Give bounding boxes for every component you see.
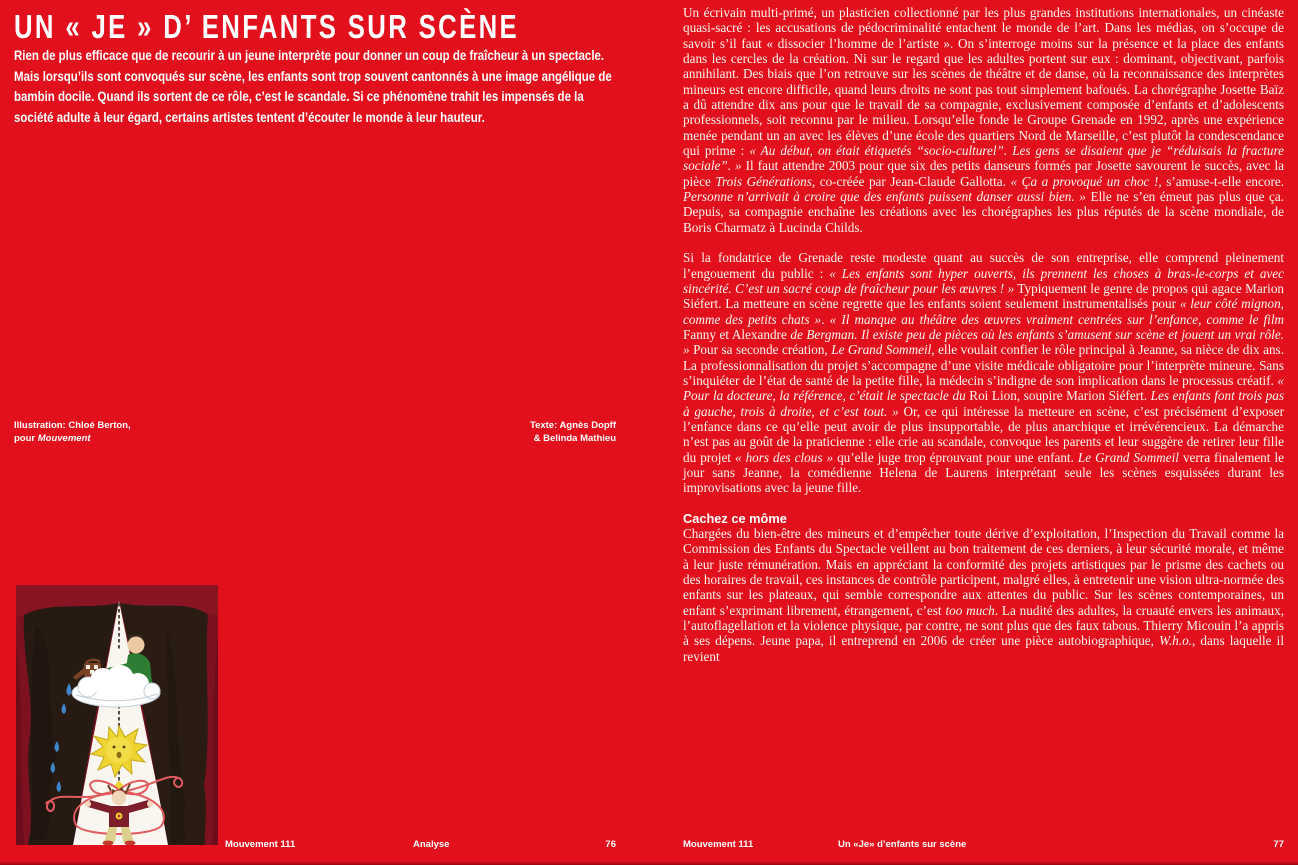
footer-right-page-number: 77 (1273, 839, 1284, 850)
footer-right-brand: Mouvement 111 (683, 839, 754, 850)
article-paragraph: Un écrivain multi-primé, un plasticien collectionné par les plus grandes institutions internationales, un cinéaste quasi-sacré : les accusations de pédocriminalité entachent le monde de l’art. Dans les médias, on s’occupe de savoir s’il faut « dissocier l’homme de l’artiste ». On s’interroge moins sur la présence et la place des enfants dans les cercles de la création. Ni sur le regard que les adultes portent sur eux : dominant, objectivant, parfois annihilant. Des biais que l’on retrouve sur les scènes de théâtre et de danse, où la reconnaissance des interprètes mineurs est encore difficile, quand leurs droits ne sont pas tout simplement bafoués. La chorégraphe Josette Baïz a dû attendre dix ans pour que le travail de sa compagnie, exclusivement composée d’enfants et d’adolescents professionnels, soit reconnu par le milieu. Lorsqu’elle fonde le Groupe Grenade en 1992, après une expérience menée pendant un an avec les élèves d’une école des quartiers Nord de Marseille, c’est plutôt la condescendance qui prime : « Au début, on était étiquetés “socio-culturel”. Les gens se disaient que je “réduisais la fracture sociale”. » Il faut attendre 2003 pour que six des petits danseurs formés par Josette savourent le succès, avec la pièce Trois Générations, co-créée par Jean-Claude Gallotta. « Ça a provoqué un choc !, s’amuse-t-elle encore. Personne n’arrivait à croire que des enfants puissent danser aussi bien. » Elle ne s’en émeut pas plus que ça. Depuis, sa compagnie enchaîne les créations avec les chorégraphes les plus réputés de la scène mondiale, de Boris Charmatz à Lucinda Childs. (683, 5, 1285, 235)
footer-left-section: Analyse (413, 839, 450, 850)
text-credit (416, 419, 616, 445)
illustration-credit-line2-prefix: pour (14, 433, 38, 444)
footer-right-section: Un «Je» d’enfants sur scène (838, 839, 967, 850)
illustration-credit-magazine-name: Mouvement (37, 433, 91, 444)
article-standfirst: Rien de plus efficace que de recourir à un jeune interprète pour donner un coup de fraîcheur à un spectacle. Mais lorsqu’ils sont convoqués sur scène, les enfants sont trop souvent cantonnés à une image angélique de bambin docile. Quand ils sortent de ce rôle, c’est le scandale. Si ce phénomène trahit les impensés de la société adulte à leur égard, certains artistes tentent d’écouter le monde à leur hauteur. (14, 47, 612, 125)
article-paragraph: Chargées du bien-être des mineurs et d’empêcher toute dérive d’exploitation, l’Inspection du Travail comme la Commission des Enfants du Spectacle veillent au bon traitement de ces derniers, à leur sécurité morale, et même à leur juste rémunération. Mais en appréciant la conformité des projets artistiques par le prisme des cachets ou des horaires de travail, ces instances de contrôle participent, malgré elles, à entretenir une vision ultra-normée des enfants sur les plateaux, qui semble correspondre aux attentes du public. Sur les scènes contemporaines, un enfant s’exprimant librement, étrangement, c’est too much. La nudité des adultes, la cruauté envers les animaux, l’autoflagellation et la violence physique, par contre, ne sont plus que des faux tabous. Thierry Micouin l’a appris à ses dépens. Jeune papa, il entreprend en 2006 de créer une pièce autobiographique, W.h.o., dans laquelle il revient (683, 526, 1284, 664)
article-subhead: Cachez ce môme (683, 510, 787, 526)
article (683, 5, 1284, 664)
text-credit-line1: Texte: Agnès Dopff (529, 420, 616, 431)
footer-left-page-number: 76 (605, 839, 616, 850)
illustration-credit-line1: Illustration: Chloé Berton, (14, 420, 131, 431)
article-illustration (16, 585, 218, 845)
article-paragraph: Si la fondatrice de Grenade reste modeste quant au succès de son entreprise, elle comprend pleinement l’engouement du public : « Les enfants sont hyper ouverts, ils prennent les choses à bras-le-corps et avec sincérité. C’est un sacré coup de fraîcheur pour les œuvres ! » Typiquement le genre de propos qui agace Marion Siéfert. La metteure en scène regrette que les enfants soient seulement instrumentalisés pour « leur côté mignon, comme des petits chats ». « Il manque au théâtre des œuvres vraiment centrées sur l’enfance, comme le film Fanny et Alexandre de Bergman. Il existe peu de pièces où les enfants s’amusent sur scène et jouent un vrai rôle. » Pour sa seconde création, Le Grand Sommeil, elle voulait confier le rôle principal à Jeanne, sa nièce de dix ans. La professionnalisation du projet s’accompagne d’une visite médicale obligatoire pour l’interprète mineure. Sans s’inquiéter de l’état de santé de la petite fille, la médecin s’indigne de son implication dans le processus créatif. « Pour la docteure, la référence, c’était le spectacle du Roi Lion, soupire Marion Siéfert. Les enfants font trois pas à gauche, trois à droite, et c’est tout. » Or, ce qui intéresse la metteure en scène, c’est précisément d’exposer l’enfance dans ce qu’elle peut avoir de plus insupportable, de plus anarchique et irrévérencieux. La démarche n’est pas au goût de la praticienne : elle crie au scandale, convoque les parents et leur suggère de retirer leur fille du projet « hors des clous » qu’elle juge trop éprouvant pour une enfant. Le Grand Sommeil verra finalement le jour sans Jeanne, la comédienne Helena de Laurens interprétant seule les scènes esquissées durant les improvisations avec la jeune fille. (683, 250, 1285, 496)
page-title: UN « JE » D’ ENFANTS SUR SCÈNE (14, 8, 520, 45)
illustration-credit (14, 419, 131, 445)
text-credit-line2: & Belinda Mathieu (533, 433, 616, 444)
footer-left-brand: Mouvement 111 (225, 839, 296, 850)
page-bottom-edge (0, 861, 1298, 865)
